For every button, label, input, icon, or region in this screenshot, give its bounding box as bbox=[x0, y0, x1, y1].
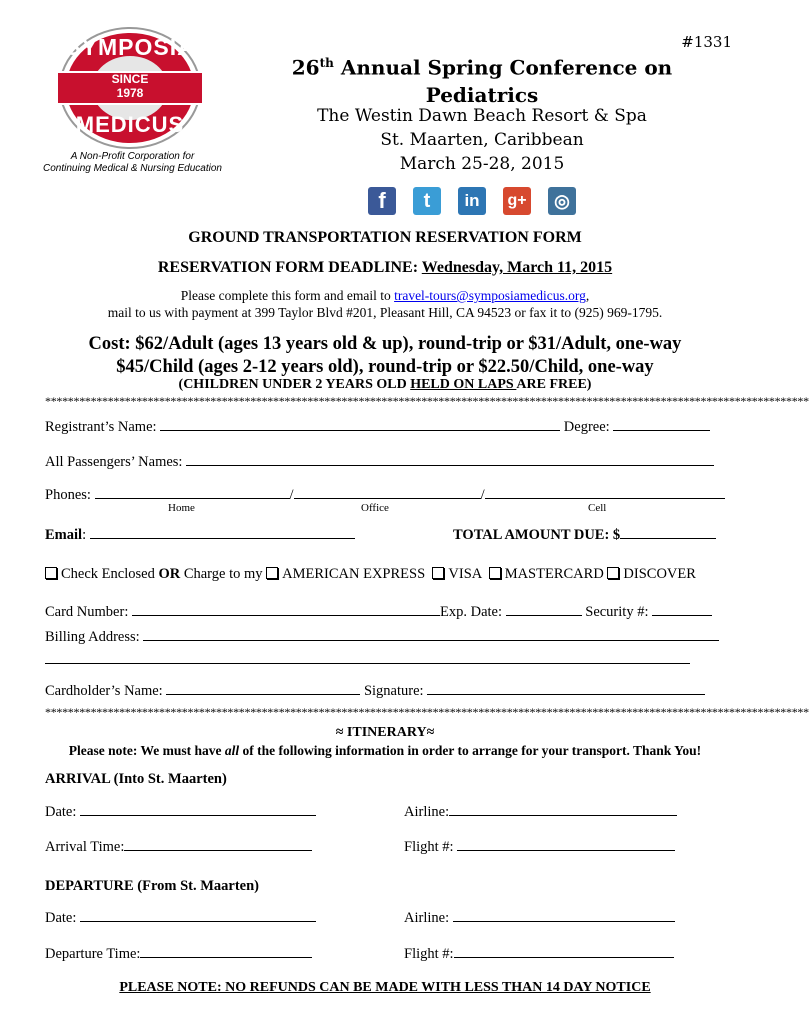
logo-tagline-1: A Non-Profit Corporation for bbox=[70, 151, 195, 162]
refund-note: PLEASE NOTE: NO REFUNDS CAN BE MADE WITH LESS THAN 14 DAY NOTICE bbox=[119, 980, 651, 995]
passengers-field[interactable] bbox=[186, 451, 714, 466]
linkedin-icon[interactable]: in bbox=[458, 187, 486, 215]
amex-checkbox[interactable] bbox=[266, 567, 278, 579]
form-title: GROUND TRANSPORTATION RESERVATION FORM bbox=[188, 229, 582, 246]
departure-time-row: Departure Time: bbox=[45, 943, 312, 963]
dates: March 25-28, 2015 bbox=[399, 154, 565, 174]
arrival-flight-field[interactable] bbox=[457, 836, 675, 851]
cell-label: Cell bbox=[588, 502, 607, 514]
departure-airline-row: Airline: bbox=[404, 907, 675, 927]
instructions: Please complete this form and email to travel-tours@symposiamedicus.org, mail to us with payment at 399 Taylor Blvd #201, Pleasant Hill, CA 94523 or fax it to (925) 969-1795. bbox=[107, 288, 663, 320]
departure-time-field[interactable] bbox=[140, 943, 312, 958]
arrival-date-field[interactable] bbox=[80, 801, 316, 816]
itinerary-title: ≈ ITINERARY≈ bbox=[335, 725, 435, 740]
card-number-field[interactable] bbox=[132, 601, 440, 616]
arrival-airline-row: Airline: bbox=[404, 801, 677, 821]
arrival-date-row: Date: bbox=[45, 801, 316, 821]
deadline: RESERVATION FORM DEADLINE: Wednesday, March 11, 2015 bbox=[157, 259, 613, 276]
phone-home-field[interactable] bbox=[95, 484, 290, 499]
form-number: #1331 bbox=[681, 33, 732, 51]
instagram-icon[interactable]: ◎ bbox=[548, 187, 576, 215]
total-due: TOTAL AMOUNT DUE: $ bbox=[453, 524, 716, 544]
registrant-row: Registrant’s Name: Degree: bbox=[45, 416, 710, 436]
arrival-heading: ARRIVAL (Into St. Maarten) bbox=[45, 771, 227, 787]
exp-date-field[interactable] bbox=[506, 601, 582, 616]
departure-date-field[interactable] bbox=[80, 907, 316, 922]
itinerary-note: Please note: We must have all of the following information in order to arrange for your transport. Thank You! bbox=[68, 743, 702, 758]
security-field[interactable] bbox=[652, 601, 712, 616]
home-label: Home bbox=[168, 502, 195, 514]
children-free-note: (CHILDREN UNDER 2 YEARS OLD HELD ON LAPS ARE FREE) bbox=[178, 377, 592, 392]
email-row: Email: bbox=[45, 524, 355, 544]
billing-row: Billing Address: bbox=[45, 626, 719, 646]
twitter-icon[interactable]: t bbox=[413, 187, 441, 215]
conference-title: 26th Annual Spring Conference on Pediatrics bbox=[291, 55, 673, 107]
office-label: Office bbox=[361, 502, 389, 514]
arrival-time-field[interactable] bbox=[124, 836, 312, 851]
cost-info: Cost: $62/Adult (ages 13 years old & up), round-trip or $31/Adult, one-way $45/Child (ages 2-12 years old), round-trip or $22.50/Child, one-way bbox=[88, 334, 682, 377]
mastercard-checkbox[interactable] bbox=[489, 567, 501, 579]
visa-checkbox[interactable] bbox=[432, 567, 444, 579]
check-enclosed-checkbox[interactable] bbox=[45, 567, 57, 579]
degree-field[interactable] bbox=[613, 416, 710, 431]
billing-address-line-2[interactable] bbox=[45, 663, 690, 664]
departure-flight-row: Flight #: bbox=[404, 943, 674, 963]
location: St. Maarten, Caribbean bbox=[380, 130, 584, 150]
divider-stars-2: ************************************************************************************************************************************** bbox=[45, 705, 809, 719]
arrival-time-row: Arrival Time: bbox=[45, 836, 312, 856]
registrant-name-field[interactable] bbox=[160, 416, 560, 431]
arrival-airline-field[interactable] bbox=[449, 801, 677, 816]
email-link[interactable]: travel-tours@symposiamedicus.org bbox=[394, 288, 586, 303]
departure-heading: DEPARTURE (From St. Maarten) bbox=[45, 878, 260, 894]
cardholder-name-field[interactable] bbox=[166, 680, 360, 695]
facebook-icon[interactable]: f bbox=[368, 187, 396, 215]
signature-field[interactable] bbox=[427, 680, 705, 695]
divider-stars: ************************************************************************************************************************************** bbox=[45, 394, 809, 408]
logo-bottom-text: MEDICUS bbox=[75, 112, 185, 137]
departure-airline-field[interactable] bbox=[453, 907, 675, 922]
logo-top-text: SYMPOSIA bbox=[65, 34, 195, 60]
venue: The Westin Dawn Beach Resort & Spa bbox=[317, 106, 647, 126]
logo-year: 1978 bbox=[116, 86, 144, 100]
passengers-row: All Passengers’ Names: bbox=[45, 451, 714, 471]
phone-cell-field[interactable] bbox=[485, 484, 725, 499]
payment-row: Check Enclosed OR Charge to my AMERICAN EXPRESS VISA MASTERCARD DISCOVER bbox=[45, 566, 696, 583]
phones-row: Phones: / / bbox=[45, 484, 725, 504]
discover-checkbox[interactable] bbox=[607, 567, 619, 579]
cardholder-row: Cardholder’s Name: Signature: bbox=[45, 680, 705, 700]
total-due-field[interactable] bbox=[620, 524, 716, 539]
email-field[interactable] bbox=[90, 524, 355, 539]
departure-flight-field[interactable] bbox=[454, 943, 674, 958]
logo-tagline-2: Continuing Medical & Nursing Education bbox=[43, 163, 222, 174]
arrival-flight-row: Flight #: bbox=[404, 836, 675, 856]
billing-address-field[interactable] bbox=[143, 626, 719, 641]
phone-office-field[interactable] bbox=[294, 484, 481, 499]
departure-date-row: Date: bbox=[45, 907, 316, 927]
card-row: Card Number: Exp. Date: Security #: bbox=[45, 601, 712, 621]
logo-since: SINCE bbox=[111, 72, 149, 86]
googleplus-icon[interactable]: g+ bbox=[503, 187, 531, 215]
symposia-medicus-logo bbox=[55, 26, 205, 151]
